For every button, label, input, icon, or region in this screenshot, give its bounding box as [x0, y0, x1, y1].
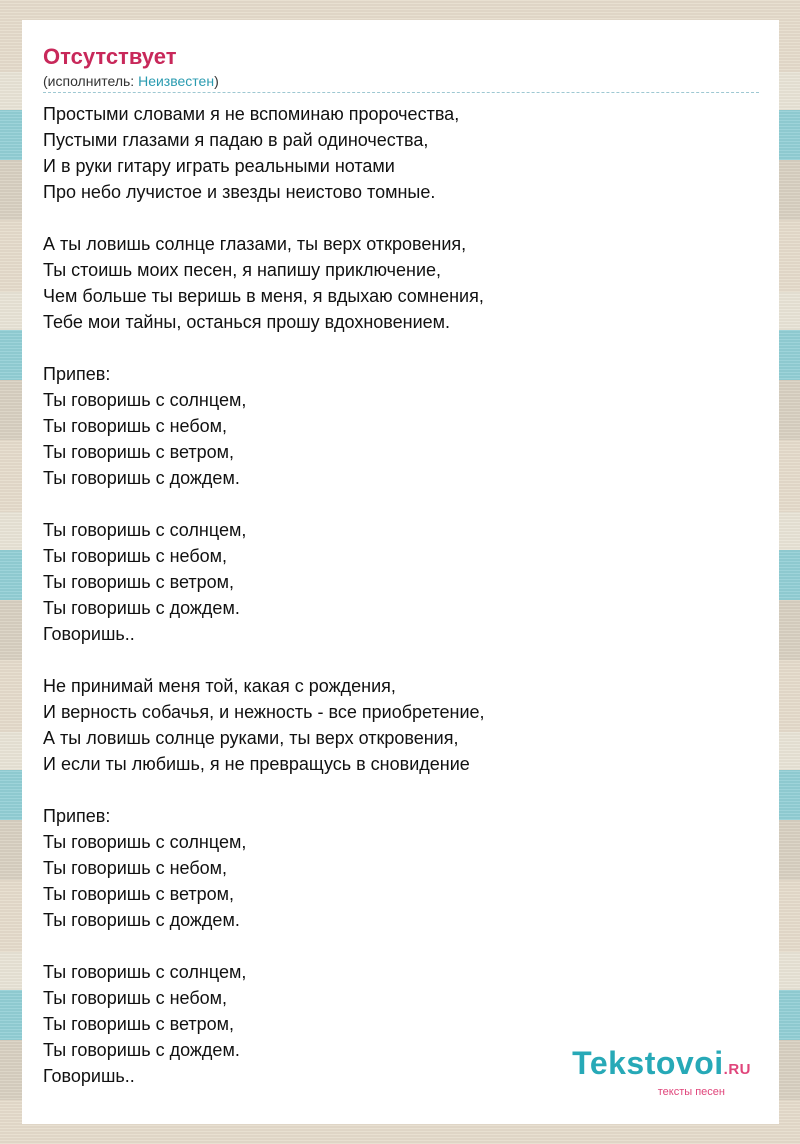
site-logo[interactable]	[572, 1047, 751, 1098]
artist-link[interactable]: Неизвестен	[138, 73, 215, 89]
lyric-line: И верность собачья, и нежность - все приобретение,	[43, 702, 485, 722]
lyric-line: Не принимай меня той, какая с рождения,	[43, 676, 396, 696]
lyric-line: Ты говоришь с небом,	[43, 858, 228, 878]
lyric-line: А ты ловишь солнце глазами, ты верх откровения,	[43, 234, 467, 254]
artist-suffix: )	[214, 73, 219, 89]
lyric-line: И если ты любишь, я не превращусь в сновидение	[43, 754, 470, 774]
lyrics-body	[43, 101, 759, 1089]
lyrics-stanza	[43, 101, 759, 205]
lyric-line: Ты говоришь с солнцем,	[43, 390, 247, 410]
lyric-line: Ты говоришь с небом,	[43, 546, 228, 566]
lyric-line: Ты говоришь с дождем.	[43, 910, 240, 930]
lyric-line: Ты стоишь моих песен, я напишу приключение,	[43, 260, 442, 280]
song-title: Отсутствует	[43, 44, 177, 69]
logo-wordmark	[572, 1047, 751, 1086]
lyric-line: Припев:	[43, 364, 111, 384]
lyric-line: Про небо лучистое и звезды неистово томные.	[43, 182, 436, 202]
lyrics-stanza	[43, 803, 759, 933]
lyric-line: Простыми словами я не вспоминаю пророчества,	[43, 104, 460, 124]
lyrics-sheet	[22, 20, 779, 1124]
lyric-line: Ты говоришь с ветром,	[43, 1014, 234, 1034]
lyric-line: А ты ловишь солнце руками, ты верх откровения,	[43, 728, 459, 748]
lyric-line: Ты говоришь с небом,	[43, 988, 228, 1008]
lyric-line: Пустыми глазами я падаю в рай одиночества,	[43, 130, 429, 150]
lyric-line: Чем больше ты веришь в меня, я вдыхаю сомнения,	[43, 286, 484, 306]
artist-line	[43, 72, 759, 93]
lyric-line: Ты говоришь с дождем.	[43, 468, 240, 488]
lyric-line: Припев:	[43, 806, 111, 826]
artist-prefix: (исполнитель:	[43, 73, 139, 89]
lyric-line: И в руки гитару играть реальными нотами	[43, 156, 395, 176]
logo-main-text: Tekstovoi	[572, 1045, 724, 1081]
lyric-line: Ты говоришь с небом,	[43, 416, 228, 436]
lyric-line: Говоришь..	[43, 1066, 135, 1086]
lyric-line: Ты говоришь с дождем.	[43, 598, 240, 618]
lyric-line: Ты говоришь с ветром,	[43, 572, 234, 592]
logo-tagline: тексты песен	[657, 1086, 725, 1098]
lyric-line: Тебе мои тайны, останься прошу вдохновением.	[43, 312, 451, 332]
lyrics-stanza	[43, 517, 759, 647]
lyrics-stanza	[43, 231, 759, 335]
lyric-line: Ты говоришь с дождем.	[43, 1040, 240, 1060]
lyrics-stanza	[43, 673, 759, 777]
lyrics-stanza	[43, 361, 759, 491]
lyric-line: Ты говоришь с ветром,	[43, 884, 234, 904]
lyric-line: Говоришь..	[43, 624, 135, 644]
logo-tld: .RU	[723, 1061, 751, 1078]
lyric-line: Ты говоришь с солнцем,	[43, 962, 247, 982]
lyric-line: Ты говоришь с солнцем,	[43, 832, 247, 852]
lyric-line: Ты говоришь с ветром,	[43, 442, 234, 462]
lyric-line: Ты говоришь с солнцем,	[43, 520, 247, 540]
